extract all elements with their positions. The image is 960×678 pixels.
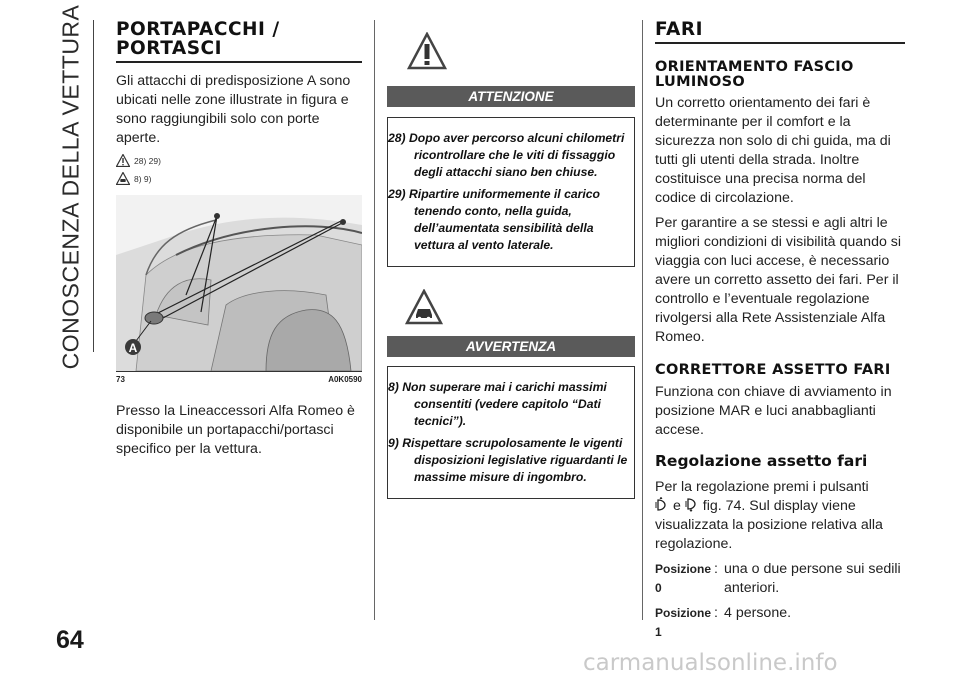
headlight-up-icon bbox=[655, 497, 669, 512]
figure-roof-rack-mounts bbox=[116, 195, 362, 372]
warning-box bbox=[387, 366, 635, 499]
paragraph-corrector: Funziona con chiave di avviamento in posizione MAR e luci anabbaglianti accese. bbox=[655, 383, 892, 438]
adjustment-text-and: e bbox=[672, 497, 681, 514]
section-heading: PORTAPACCHI / PORTASCI bbox=[116, 19, 280, 59]
paragraph-adjustment bbox=[655, 478, 905, 554]
subheading-orientation: ORIENTAMENTO FASCIO LUMINOSO bbox=[655, 58, 854, 90]
car-caution-large-icon bbox=[405, 289, 443, 325]
adjustment-text-prefix: Per la regolazione premi i pulsanti bbox=[655, 478, 869, 495]
warning-banner: AVVERTENZA bbox=[387, 336, 635, 357]
heading-rule bbox=[116, 61, 362, 63]
position-text: 4 persone. bbox=[724, 604, 792, 621]
figure-caption bbox=[116, 375, 362, 384]
position-label: Posizione 0 bbox=[655, 561, 712, 595]
car-caution-icon bbox=[116, 172, 130, 185]
warning-item: 9) Rispettare scrupolosamente le vigenti disposizioni legislative riguardanti le massime misure di ingombro. bbox=[388, 436, 628, 484]
attention-box bbox=[387, 117, 635, 267]
subheading-corrector: CORRETTORE ASSETTO FARI bbox=[655, 361, 891, 378]
car-interior-illustration bbox=[116, 195, 362, 371]
column-divider-1 bbox=[374, 20, 375, 620]
adjustment-text-rest: fig. 74. Sul display viene visualizzata la posizione relativa alla regolazione. bbox=[655, 497, 883, 552]
position-label: Posizione 1 bbox=[655, 605, 712, 639]
page-number: 64 bbox=[56, 626, 84, 654]
column-roof-rack bbox=[116, 20, 362, 459]
side-chapter-title: CONOSCENZA DELLA VETTURA bbox=[57, 4, 84, 370]
attention-item: 28) Dopo aver percorso alcuni chilometri ricontrollare che le viti di fissaggio degli attacchi siano ben chiuse. bbox=[388, 131, 625, 179]
subheading-adjustment: Regolazione assetto fari bbox=[655, 451, 868, 470]
outro-paragraph: Presso la Lineaccessori Alfa Romeo è disponibile un portapacchi/portasci specifico per la vettura. bbox=[116, 402, 355, 457]
position-row bbox=[655, 560, 905, 598]
intro-paragraph: Gli attacchi di predisposizione A sono ubicati nelle zone illustrate in figura e sono raggiungibili solo con porte aperte. bbox=[116, 72, 351, 146]
position-row bbox=[655, 604, 905, 642]
position-text: una o due persone sui sedili anteriori. bbox=[724, 560, 901, 596]
side-rule bbox=[93, 20, 94, 352]
figure-code: A0K0590 bbox=[328, 374, 362, 384]
figure-callout-a: A bbox=[128, 340, 138, 355]
warning-triangle-icon bbox=[116, 154, 130, 167]
figure-number: 73 bbox=[116, 374, 125, 384]
column-divider-2 bbox=[642, 20, 643, 620]
caution-reference-text: 8) 9) bbox=[134, 173, 152, 184]
attention-triangle-icon bbox=[407, 32, 447, 72]
warning-reference bbox=[116, 152, 362, 170]
column-warnings bbox=[387, 20, 635, 499]
section-heading: FARI bbox=[655, 19, 703, 40]
paragraph-visibility: Per garantire a se stessi e agli altri le migliori condizioni di visibilità quando si viaggia con luci accese, è necessario avere un corretto assetto dei fari. Per il controllo e l’eventuale regolazione rivolgersi alla Rete Assistenziale Alfa Romeo. bbox=[655, 214, 902, 345]
attention-item: 29) Ripartire uniformemente il carico tenendo conto, nella guida, dell’aumentata sensibilità della vettura al vento laterale. bbox=[388, 187, 600, 252]
warning-item: 8) Non superare mai i carichi massimi consentiti (vedere capitolo “Dati tecnici”). bbox=[388, 380, 607, 428]
heading-rule bbox=[655, 42, 905, 44]
attention-banner: ATTENZIONE bbox=[387, 86, 635, 107]
warning-reference-text: 28) 29) bbox=[134, 155, 161, 166]
position-separator: : bbox=[714, 604, 718, 621]
headlight-down-icon bbox=[685, 497, 699, 512]
watermark: carmanualsonline.info bbox=[583, 650, 838, 676]
caution-reference bbox=[116, 170, 362, 188]
position-separator: : bbox=[714, 560, 718, 577]
paragraph-orientation: Un corretto orientamento dei fari è determinante per il comfort e la sicurezza non solo di chi guida, ma di tutti gli utenti della strada. Inoltre costituisce una precisa norma del codice di circolazione. bbox=[655, 94, 891, 206]
column-headlights bbox=[655, 20, 905, 642]
